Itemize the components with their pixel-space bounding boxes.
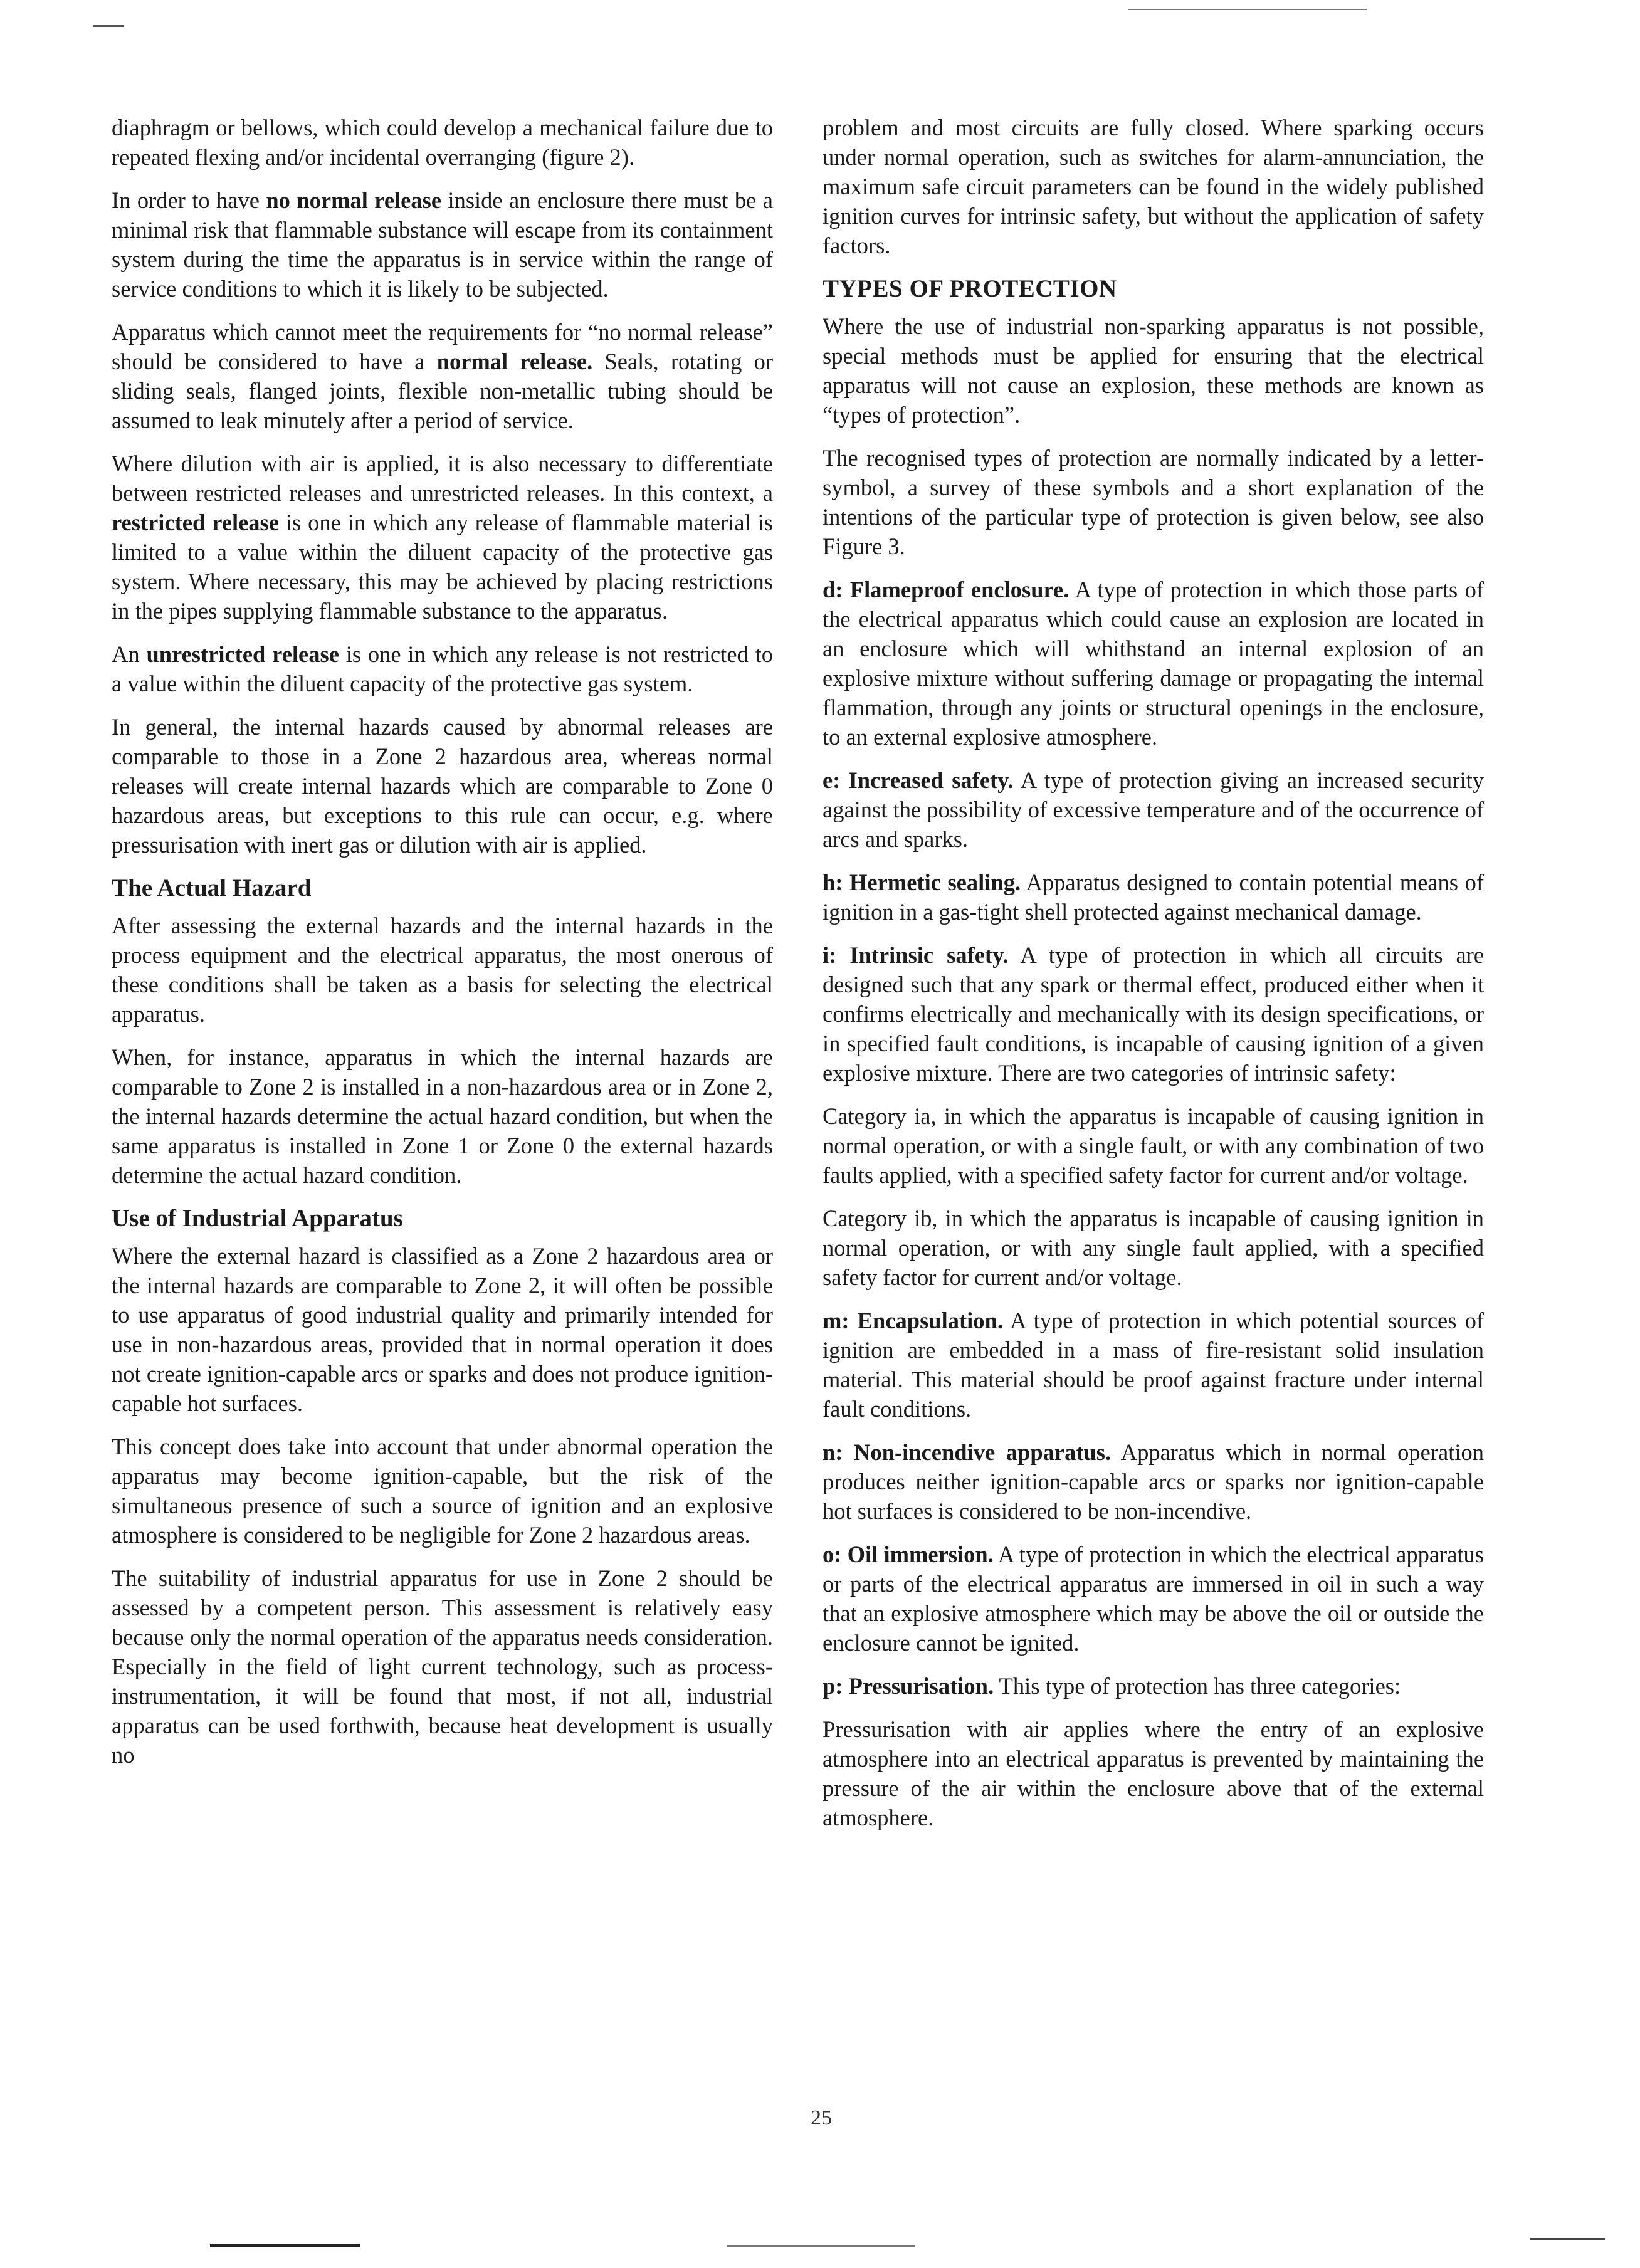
text-run: diaphragm or bellows, which could develop a mechanical failure due to repeated flexing and/or incidental overranging (figure 2). xyxy=(112,115,773,170)
paragraph xyxy=(112,712,773,859)
bold-term: no normal release xyxy=(266,187,442,213)
text-run: Apparatus designed to contain potential means of ignition in a gas-tight shell protected against mechanical damage. xyxy=(823,869,1484,925)
text-run: Category ia, in which the apparatus is incapable of causing ignition in normal operation, or with a single fault, or with any combination of two faults applied, with a specified safety factor for current and/or voltage. xyxy=(823,1103,1484,1188)
text-run: A type of protection in which potential sources of ignition are embedded in a mass of fire-resistant solid insulation material. This material should be proof against fracture under internal fault conditions. xyxy=(823,1308,1484,1422)
text-run: is one in which any release of flammable material is limited to a value within the diluent capacity of the protective gas system. Where necessary, this may be achieved by placing restrictions in the pipes supplying flammable substance to the apparatus. xyxy=(112,510,773,624)
paragraph xyxy=(823,575,1484,752)
paragraph xyxy=(112,1563,773,1770)
section-heading: The Actual Hazard xyxy=(112,874,312,901)
text-run: Apparatus which in normal operation produces neither ignition-capable arcs or sparks nor ignition-capable hot surfaces is considered to be non-incendive. xyxy=(823,1439,1485,1524)
paragraph xyxy=(823,940,1484,1088)
text-run: This concept does take into account that under abnormal operation the apparatus may become ignition-capable, but the risk of the simultaneous presence of such a source of ignition and an explosive atmosphere is considered to be negligible for Zone 2 hazardous areas. xyxy=(112,1434,773,1548)
text-run: A type of protection giving an increased security against the possibility of excessive temperature and of the occurrence of arcs and sparks. xyxy=(823,767,1484,852)
paragraph xyxy=(112,1432,773,1550)
scan-mark-bottom-center xyxy=(727,2245,915,2247)
paragraph xyxy=(823,1101,1484,1190)
paragraph xyxy=(112,1042,773,1190)
paragraph xyxy=(112,1241,773,1418)
text-run: is one in which any release is not restricted to a value within the diluent capacity of the protective gas system. xyxy=(112,641,773,696)
text-run: After assessing the external hazards and the internal hazards in the process equipment and the electrical apparatus, the most onerous of these conditions shall be taken as a basis for selecting the electrical apparatus. xyxy=(112,913,773,1027)
bold-term: o: Oil immersion. xyxy=(823,1541,994,1567)
text-run: problem and most circuits are fully closed. Where sparking occurs under normal operation, such as switches for alarm-annunciation, the maximum safe circuit parameters can be found in the widely published ignition curves for intrinsic safety, but without the application of safety factors. xyxy=(823,115,1484,258)
bold-term: m: Encapsulation. xyxy=(823,1308,1003,1333)
text-run: Seals, rotating or sliding seals, flanged joints, flexible non-metallic tubing should be assumed to leak minutely after a period of service. xyxy=(112,349,773,433)
bold-term: restricted release xyxy=(112,510,279,535)
text-run: In general, the internal hazards caused by abnormal releases are comparable to those in a Zone 2 hazardous area, whereas normal releases will create internal hazards which are comparable to Zone 0 hazardous areas, but exceptions to this rule can occur, e.g. where pressurisation with inert gas or dilution with air is applied. xyxy=(112,714,773,858)
text-run: Category ib, in which the apparatus is incapable of causing ignition in normal operation, or with any single fault applied, with a specified safety factor for current and/or voltage. xyxy=(823,1205,1484,1290)
paragraph xyxy=(112,911,773,1029)
paragraph xyxy=(823,1540,1484,1657)
bold-term: normal release. xyxy=(436,349,593,374)
paragraph xyxy=(112,186,773,303)
paragraph xyxy=(112,113,773,172)
paragraph xyxy=(112,639,773,698)
paragraph xyxy=(112,449,773,626)
text-run: Where the use of industrial non-sparking apparatus is not possible, special methods must be applied for ensuring that the electrical apparatus will not cause an explosion, these methods are known as “types of protection”. xyxy=(823,313,1484,428)
paragraph xyxy=(823,113,1484,260)
paragraph xyxy=(823,765,1484,854)
section-heading: Use of Industrial Apparatus xyxy=(112,1205,403,1232)
paragraph xyxy=(823,312,1484,429)
text-run: Pressurisation with air applies where the entry of an explosive atmosphere into an electrical apparatus is prevented by maintaining the pressure of the air within the enclosure above that of the external atmosphere. xyxy=(823,1716,1484,1830)
text-run: Where the external hazard is classified as a Zone 2 hazardous area or the internal hazards are comparable to Zone 2, it will often be possible to use apparatus of good industrial quality and primarily intended for use in non-hazardous areas, provided that in normal operation it does not create ignition-capable arcs or sparks and does not produce ignition-capable hot surfaces. xyxy=(112,1243,773,1416)
bold-term: unrestricted release xyxy=(146,641,339,667)
left-column xyxy=(112,113,773,1783)
text-run: The suitability of industrial apparatus for use in Zone 2 should be assessed by a competent person. This assessment is relatively easy because only the normal operation of the apparatus needs consideration. Especially in the field of light current technology, such as process-instrumentation, it will be found that most, if not all, industrial apparatus can be used forthwith, because heat development is usually no xyxy=(112,1565,773,1768)
text-run: When, for instance, apparatus in which the internal hazards are comparable to Zone 2 is installed in a non-hazardous area or in Zone 2, the internal hazards determine the actual hazard condition, but when the same apparatus is installed in Zone 1 or Zone 0 the external hazards determine the actual hazard condition. xyxy=(112,1044,773,1188)
text-run: A type of protection in which all circuits are designed such that any spark or thermal effect, produced either when it confirms electrically and mechanically with its design specifications, or in specified fault conditions, is incapable of causing ignition of a given explosive mixture. There are two categories of intrinsic safety: xyxy=(823,942,1484,1086)
paragraph xyxy=(823,443,1484,561)
paragraph xyxy=(823,1306,1484,1424)
page-number: 25 xyxy=(811,2106,832,2129)
paragraph xyxy=(112,317,773,435)
scan-mark-bottom-right xyxy=(1530,2238,1605,2240)
right-column xyxy=(823,113,1484,1846)
text-run: A type of protection in which the electrical apparatus or parts of the electrical apparatus are immersed in oil in such a way that an explosive atmosphere which may be above the oil or outside the enclosure cannot be ignited. xyxy=(823,1541,1484,1656)
bold-term: p: Pressurisation. xyxy=(823,1673,994,1699)
bold-term: i: Intrinsic safety. xyxy=(823,942,1009,968)
bold-term: d: Flameproof enclosure. xyxy=(823,577,1070,602)
paragraph xyxy=(823,1437,1484,1526)
text-run: Apparatus which cannot meet the requirements for “no normal release” should be considered to have a xyxy=(112,319,773,374)
text-run: A type of protection in which those parts of the electrical apparatus which could cause an explosion are located in an enclosure which will whithstand an internal explosion of an explosive mixture without suffering damage or propagating the internal flammation, through any joints or structural openings in the enclosure, to an external explosive atmosphere. xyxy=(823,577,1484,750)
scan-mark-top-left xyxy=(93,25,124,27)
text-run: The recognised types of protection are normally indicated by a letter-symbol, a survey of these symbols and a short explanation of the intentions of the particular type of protection is given below, see also Figure 3. xyxy=(823,445,1484,559)
bold-term: e: Increased safety. xyxy=(823,767,1014,793)
paragraph xyxy=(823,1714,1484,1832)
paragraph xyxy=(823,1204,1484,1292)
text-run: In order to have xyxy=(112,187,266,213)
text-run: Where dilution with air is applied, it is also necessary to differentiate between restricted releases and unrestricted releases. In this context, a xyxy=(112,451,773,506)
bold-term: n: Non-incendive apparatus. xyxy=(823,1439,1112,1465)
text-run: An xyxy=(112,641,147,667)
bold-term: h: Hermetic sealing. xyxy=(823,869,1021,895)
scan-mark-bottom-left xyxy=(210,2244,360,2247)
paragraph xyxy=(823,1671,1484,1701)
text-run: inside an enclosure there must be a minimal risk that flammable substance will escape from its containment system during the time the apparatus is in service within the range of service conditions to which it is likely to be subjected. xyxy=(112,187,773,302)
paragraph xyxy=(823,868,1484,927)
text-run: This type of protection has three categories: xyxy=(994,1673,1401,1699)
scan-mark-top-right xyxy=(1128,9,1367,10)
section-heading: TYPES OF PROTECTION xyxy=(823,275,1117,302)
